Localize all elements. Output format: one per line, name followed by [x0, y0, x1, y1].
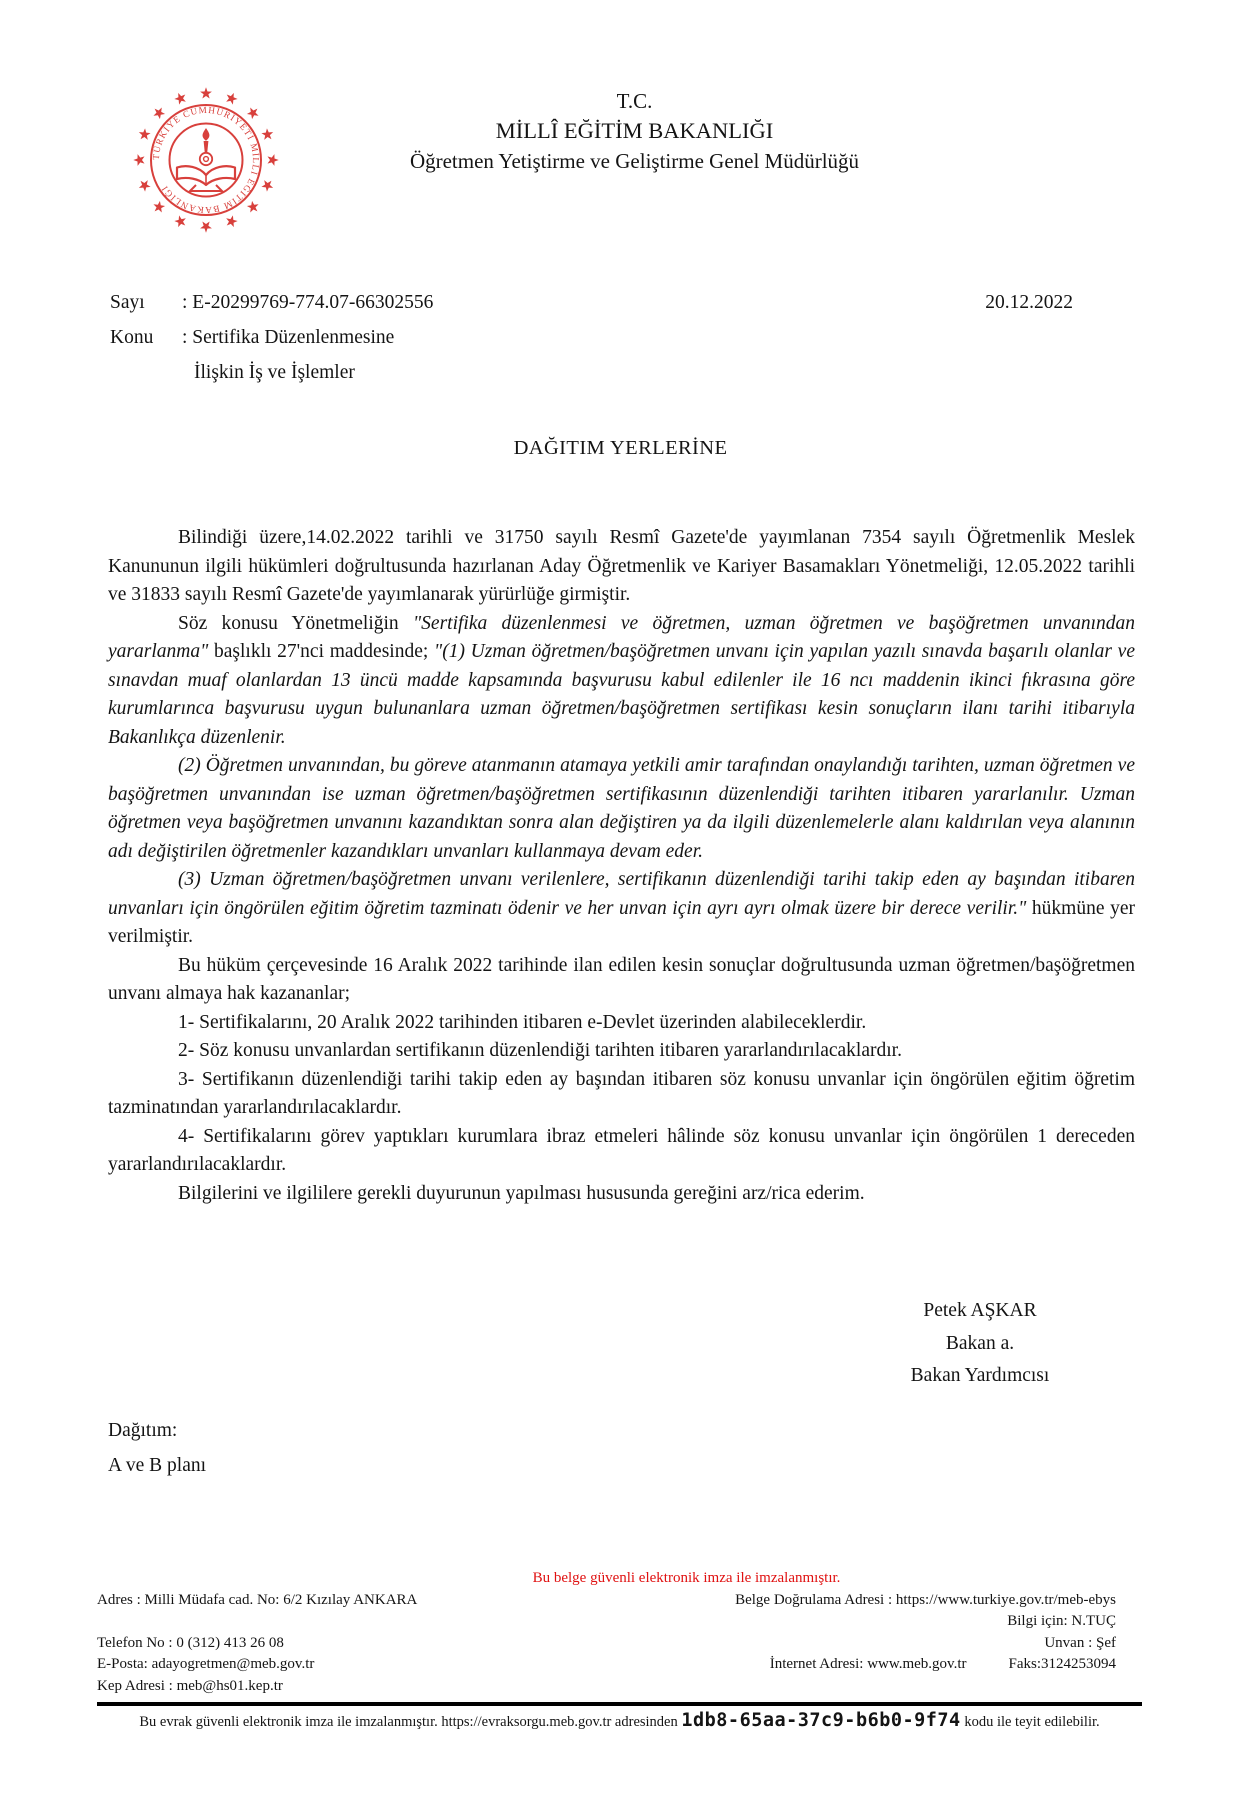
konu-separator: :	[182, 327, 193, 348]
recipient-title: DAĞITIM YERLERİNE	[513, 437, 728, 459]
footer-row-address	[97, 1590, 1142, 1612]
header-directorate: Öğretmen Yetiştirme ve Geliştirme Genel Müdürlüğü	[409, 149, 860, 173]
footer-row-info	[97, 1611, 1142, 1633]
esign-notice: Bu belge güvenli elektronik imza ile imzalanmıştır.	[532, 1570, 841, 1586]
list-item-3: 3- Sertifikanın düzenlendiği tarihi takip eden ay başından itibaren söz konusu unvanlar için öngörülen eğitim öğretim tazminatından yararlandırılacaklardır.	[108, 1068, 1135, 1118]
paragraph-4-quote: (3) Uzman öğretmen/başöğretmen unvanı verilenlere, sertifikanın düzenlendiği tarihi takip eden ay başından itibaren unvanları için öngörülen eğitim öğretim tazminatı ödenir ve her unvan için ayrı ayrı olmak üzere bir derece verilir."	[108, 869, 1135, 919]
footer-row-kep	[97, 1676, 1142, 1698]
verification-post: kodu ile teyit edilebilir.	[964, 1713, 1100, 1730]
footer-row-email	[97, 1654, 1142, 1676]
letterhead	[0, 86, 1241, 176]
verification-line	[97, 1710, 1142, 1734]
footer	[97, 1568, 1142, 1733]
info-contact: Bilgi için: N.TUÇ	[1007, 1613, 1116, 1629]
list-item-1: 1- Sertifikalarını, 20 Aralık 2022 tarihinden itibaren e-Devlet üzerinden alabileceklerdir.	[178, 1011, 867, 1033]
paragraph-2-normal-1: Söz konusu Yönetmeliğin	[178, 612, 413, 634]
meta-block	[110, 285, 433, 390]
signature-name: Petek AŞKAR	[923, 1300, 1037, 1321]
web-line: İnternet Adresi: www.meb.gov.tr	[769, 1656, 967, 1672]
kep-line: Kep Adresi : meb@hs01.kep.tr	[97, 1677, 283, 1694]
verification-pre: Bu evrak güvenli elektronik imza ile imzalanmıştır. https://evraksorgu.meb.gov.tr adresinden	[139, 1713, 678, 1730]
paragraph-5: Bu hüküm çerçevesinde 16 Aralık 2022 tarihinde ilan edilen kesin sonuçlar doğrultusunda uzman öğretmen/başöğretmen unvanı almaya hak kazananlar;	[108, 954, 1135, 1004]
paragraph-4	[108, 866, 1135, 952]
email-line: E-Posta: adayogretmen@meb.gov.tr	[97, 1656, 315, 1672]
konu-label: Konu	[110, 327, 154, 348]
distribution-value: A ve B planı	[108, 1455, 207, 1476]
list-item-4: 4- Sertifikalarını görev yaptıkları kurumlara ibraz etmeleri hâlinde söz konusu unvanlar için öngörülen 1 dereceden yararlandırılacaklardır.	[108, 1125, 1135, 1175]
title-line: Unvan : Şef	[1044, 1634, 1116, 1651]
sayi-row	[110, 285, 433, 320]
header-ministry: MİLLÎ EĞİTİM BAKANLIĞI	[495, 118, 774, 143]
signature-title-1: Bakan a.	[945, 1332, 1015, 1354]
letter-body	[108, 524, 1135, 1208]
closing-paragraph: Bilgilerini ve ilgililere gerekli duyurunun yapılması hususunda gereğini arz/rica ederim.	[178, 1182, 865, 1204]
distribution-label: Dağıtım:	[108, 1420, 178, 1441]
phone-line: Telefon No : 0 (312) 413 26 08	[97, 1634, 284, 1651]
signature-block	[830, 1295, 1130, 1393]
signature-title-2: Bakan Yardımcısı	[910, 1365, 1050, 1386]
paragraph-2	[108, 610, 1135, 753]
konu-row	[110, 320, 433, 355]
paragraph-2-normal-2: başlıklı 27'nci maddesinde;	[208, 641, 435, 662]
web-fax-group	[770, 1654, 1116, 1676]
sayi-label: Sayı	[110, 292, 145, 313]
verification-code: 1db8-65aa-37c9-b6b0-9f74	[681, 1709, 961, 1731]
paragraph-2-quote-1: "Sertifika düzenlenmesi ve öğretmen, uzman öğretmen ve başöğretmen unvanından yararlanma"	[108, 612, 1135, 662]
letter-date: 20.12.2022	[985, 292, 1073, 313]
list-item-2: 2- Söz konusu unvanlardan sertifikanın düzenlendiği tarihten itibaren yararlandırılacaklardır.	[178, 1040, 902, 1061]
konu-value-line2: İlişkin İş ve İşlemler	[194, 362, 355, 383]
verify-address: Belge Doğrulama Adresi : https://www.turkiye.gov.tr/meb-ebys	[735, 1591, 1116, 1608]
fax-line: Faks:3124253094	[1008, 1656, 1116, 1672]
paragraph-1: Bilindiği üzere,14.02.2022 tarihli ve 31750 sayılı Resmî Gazete'de yayımlanan 7354 sayılı Öğretmenlik Meslek Kanununun ilgili hükümleri doğrultusunda hazırlanan Aday Öğretmenlik ve Kariyer Basamakları Yönetmeliği, 12.05.2022 tarihli ve 31833 sayılı Resmî Gazete'de yayımlanarak yürürlüğe girmiştir.	[108, 527, 1135, 605]
sayi-separator: :	[182, 292, 193, 313]
footer-divider	[97, 1702, 1142, 1706]
konu-value-line1: Sertifika Düzenlenmesine	[192, 327, 395, 348]
header-tc: T.C.	[616, 89, 653, 113]
sayi-value: E-20299769-774.07-66302556	[192, 292, 434, 313]
distribution-block	[108, 1413, 206, 1483]
footer-row-phone	[97, 1633, 1142, 1655]
seal-ring-text: TÜRKİYE CUMHURİYETİ MİLLÎ EĞİTİM BAKANLIĞI	[150, 104, 262, 216]
paragraph-2-quote-2: "(1) Uzman öğretmen/başöğretmen unvanı için yapılan yazılı sınavda başarılı olanlar ve sınavdan muaf olanlardan 13 üncü madde kapsamında başvurusu kabul edilenler ile 16 ncı maddenin ikinci fıkrasına göre kurumlarınca başvurusu uygun bulunanlara uzman öğretmen/başöğretmen sertifikası kesin sonuçların ilanı tarihi itibarıyla Bakanlıkça düzenlenir.	[108, 641, 1135, 748]
paragraph-3	[108, 752, 1135, 866]
paragraph-3-quote: (2) Öğretmen unvanından, bu göreve atanmanın atamaya yetkili amir tarafından onaylandığı tarihten, uzman öğretmen ve başöğretmen unvanından ise uzman öğretmen/başöğretmen sertifikasının düzenlendiği tarihten itibaren yararlanılır. Uzman öğretmen veya başöğretmen unvanını kazandıktan sonra alan değiştiren ya da ilgili düzenlemelerle alanı kaldırılan veya alanının adı değiştirilen öğretmenler kazandıkları unvanları kullanmaya devam eder.	[108, 755, 1135, 862]
address-line: Adres : Milli Müdafa cad. No: 6/2 Kızılay ANKARA	[97, 1591, 418, 1608]
paragraph-4-normal: hükmüne yer verilmiştir.	[108, 897, 1135, 947]
